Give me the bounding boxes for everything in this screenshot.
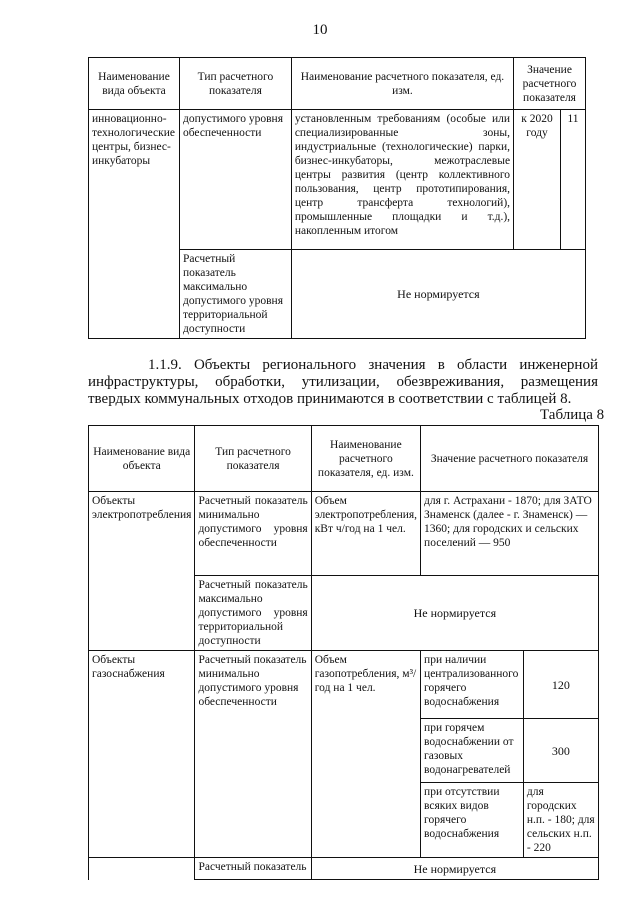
t1-row-object: инновационно-технологические центры, бизнес-инкубаторы xyxy=(89,110,180,339)
t1-row-type: допустимого уровня обеспеченности xyxy=(179,110,291,250)
table-1 xyxy=(88,57,586,339)
t8-gas-object: Объекты газоснабжения xyxy=(89,651,195,858)
table-8-label: Таблица 8 xyxy=(540,407,605,423)
t8-header-type: Тип расчетного показателя xyxy=(195,426,311,492)
t8-electro-object: Объекты электропотребления xyxy=(89,492,195,651)
t1-header-object: Наименование вида объекта xyxy=(89,58,180,110)
t8-header-value: Значение расчетного показателя xyxy=(421,426,599,492)
t8-electro-value-max: Не нормируется xyxy=(311,576,598,651)
t1-row2-type: Расчетный показатель максимально допустимого уровня территориальной доступности xyxy=(179,250,291,339)
t8-gas-cond-3: при отсутствии всяких видов горячего водоснабжения xyxy=(421,783,524,858)
t1-row-value: 11 xyxy=(560,110,585,250)
paragraph-1-1-9: 1.1.9. Объекты регионального значения в области инженерной инфраструктуры, обработки, утилизации, обезвреживания, размещения твердых коммунальных отходов принимаются в соответствии с таблицей 8. xyxy=(88,357,598,407)
t8-gas-value-3: для городских н.п. - 180; для сельских н.п. - 220 xyxy=(523,783,598,858)
t1-header-value: Значение расчетного показателя xyxy=(514,58,586,110)
t8-gas-object-cont xyxy=(89,858,195,880)
t8-header-object: Наименование вида объекта xyxy=(89,426,195,492)
t8-electro-value: для г. Астрахани - 1870; для ЗАТО Знаменск (далее - г. Знаменск) — 1360; для городских и сельских поселений — 950 xyxy=(421,492,599,576)
t8-gas-name: Объем газопотребления, м³/год на 1 чел. xyxy=(311,651,420,858)
t8-gas-type-min: Расчетный показатель минимально допустимого уровня обеспеченности xyxy=(195,651,311,858)
t8-electro-type-max: Расчетный показатель максимально допустимого уровня территориальной доступности xyxy=(195,576,311,651)
t8-header-name: Наименование расчетного показателя, ед. изм. xyxy=(311,426,420,492)
t1-row-year: к 2020 году xyxy=(514,110,561,250)
t1-row-name: установленным требованиям (особые или специализированные зоны, индустриальные (технологические) парки, бизнес-инкубаторы, межотраслевые центры развития (центр коллективного пользования, центр прототипирования, центр трансферта технологий), промышленные площадки и т.д.), накопленным итогом xyxy=(291,110,513,250)
t1-header-name: Наименование расчетного показателя, ед. изм. xyxy=(291,58,513,110)
t8-gas-type-last: Расчетный показатель xyxy=(195,858,311,880)
t8-gas-cond-1: при наличии централизованного горячего водоснабжения xyxy=(421,651,524,719)
t8-gas-value-1: 120 xyxy=(523,651,598,719)
t8-electro-name: Объем электропотребления, кВт ч/год на 1 чел. xyxy=(311,492,420,576)
t8-electro-type-min: Расчетный показатель минимально допустимого уровня обеспеченности xyxy=(195,492,311,576)
t8-gas-value-last: Не нормируется xyxy=(311,858,598,880)
t1-row2-value: Не нормируется xyxy=(291,250,585,339)
t8-gas-cond-2: при горячем водоснабжении от газовых водонагревателей xyxy=(421,719,524,783)
t1-header-type: Тип расчетного показателя xyxy=(179,58,291,110)
table-8 xyxy=(88,425,599,880)
page-number: 10 xyxy=(312,22,328,38)
t8-gas-value-2: 300 xyxy=(523,719,598,783)
